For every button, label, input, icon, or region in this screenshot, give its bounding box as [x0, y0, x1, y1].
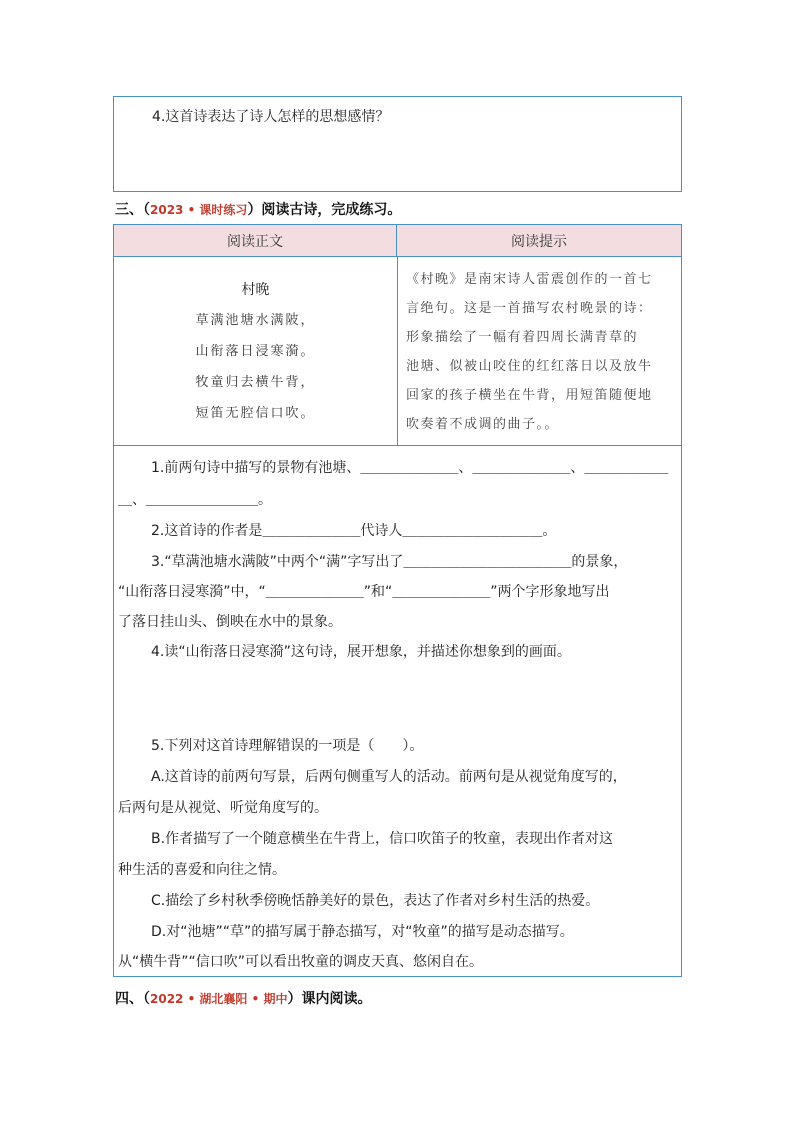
- header-reading-tips: 阅读提示: [397, 225, 681, 257]
- tip-line: 回家的孩子横坐在牛背，用短笛随便地: [406, 388, 653, 403]
- column-divider: [397, 257, 398, 445]
- question-line: ＿、＿＿＿＿＿＿＿＿。: [118, 492, 272, 508]
- reading-table: [113, 224, 682, 977]
- section-4-suffix: ）课内阅读。: [287, 991, 372, 1007]
- poem-line: 山衔落日浸寒漪。: [195, 344, 316, 359]
- poem-line: 草满池塘水满陂，: [195, 313, 316, 328]
- option-d-line: 从“横牛背”“信口吹”可以看出牧童的调皮天真、悠闲自在。: [118, 954, 484, 970]
- question-line: 2.这首诗的作者是＿＿＿＿＿＿＿代诗人＿＿＿＿＿＿＿＿＿＿。: [151, 523, 557, 539]
- option-a-line: 后两句是从视觉、听觉角度写的。: [118, 800, 328, 816]
- question-4-previous: 4.这首诗表达了诗人怎样的思想感情？: [152, 109, 390, 125]
- reading-tip-cell: [406, 265, 678, 439]
- tip-line: 池塘、似被山咬住的红红落日以及放牛: [406, 359, 653, 374]
- tip-line: 形象描绘了一幅有着四周长满青草的: [406, 330, 639, 345]
- option-b-line: B.作者描写了一个随意横坐在牛背上，信口吹笛子的牧童，表现出作者对这: [151, 831, 614, 847]
- poem-cell: [114, 257, 397, 445]
- section-3-title: [115, 199, 401, 219]
- question-line: 4.读“山衔落日浸寒漪”这句诗，展开想象，并描述你想象到的画面。: [151, 644, 571, 660]
- question-line: 3.“草满池塘水满陂”中两个“满”字写出了＿＿＿＿＿＿＿＿＿＿＿＿的景象，: [151, 554, 628, 570]
- option-a-line: A.这首诗的前两句写景，后两句侧重写人的活动。前两句是从视觉角度写的，: [151, 769, 627, 785]
- poem-title: 村晚: [241, 282, 270, 298]
- question-line: 1.前两句诗中描写的景物有池塘、＿＿＿＿＿＿＿、＿＿＿＿＿＿＿、＿＿＿＿＿＿: [151, 460, 669, 476]
- tip-line: 《村晚》是南宋诗人雷震创作的一首七: [406, 272, 653, 287]
- question-line: “山衔落日浸寒漪”中，“＿＿＿＿＿＿＿”和“＿＿＿＿＿＿＿”两个字形象地写出: [118, 584, 610, 600]
- option-b-line: 种生活的喜爱和向往之情。: [118, 862, 286, 878]
- header-reading-text: 阅读正文: [114, 225, 397, 257]
- row-divider: [114, 445, 681, 446]
- previous-question-box: [113, 96, 682, 192]
- poem-line: 牧童归去横牛背，: [195, 375, 316, 390]
- section-4-source: 2022 • 湖北襄阳 • 期中: [150, 992, 288, 1006]
- option-d-line: D.对“池塘”“草”的描写属于静态描写，对“牧童”的描写是动态描写。: [151, 924, 574, 940]
- tip-line: 吹奏着不成调的曲子。。: [406, 417, 560, 432]
- tip-line: 言绝句。这是一首描写农村晚景的诗：: [406, 301, 653, 316]
- question-line: 5.下列对这首诗理解错误的一项是（ ）。: [151, 738, 424, 754]
- section-4-prefix: 四、（: [115, 991, 150, 1007]
- question-line: 了落日挂山头、倒映在水中的景象。: [118, 614, 342, 630]
- poem-line: 短笛无腔信口吹。: [195, 406, 316, 421]
- section-4-title: [115, 988, 371, 1008]
- section-3-prefix: 三、（: [115, 202, 150, 218]
- section-3-source: 2023 • 课时练习: [150, 203, 248, 217]
- option-c-line: C.描绘了乡村秋季傍晚恬静美好的景色，表达了作者对乡村生活的热爱。: [151, 893, 600, 909]
- section-3-suffix: ）阅读古诗，完成练习。: [247, 202, 402, 218]
